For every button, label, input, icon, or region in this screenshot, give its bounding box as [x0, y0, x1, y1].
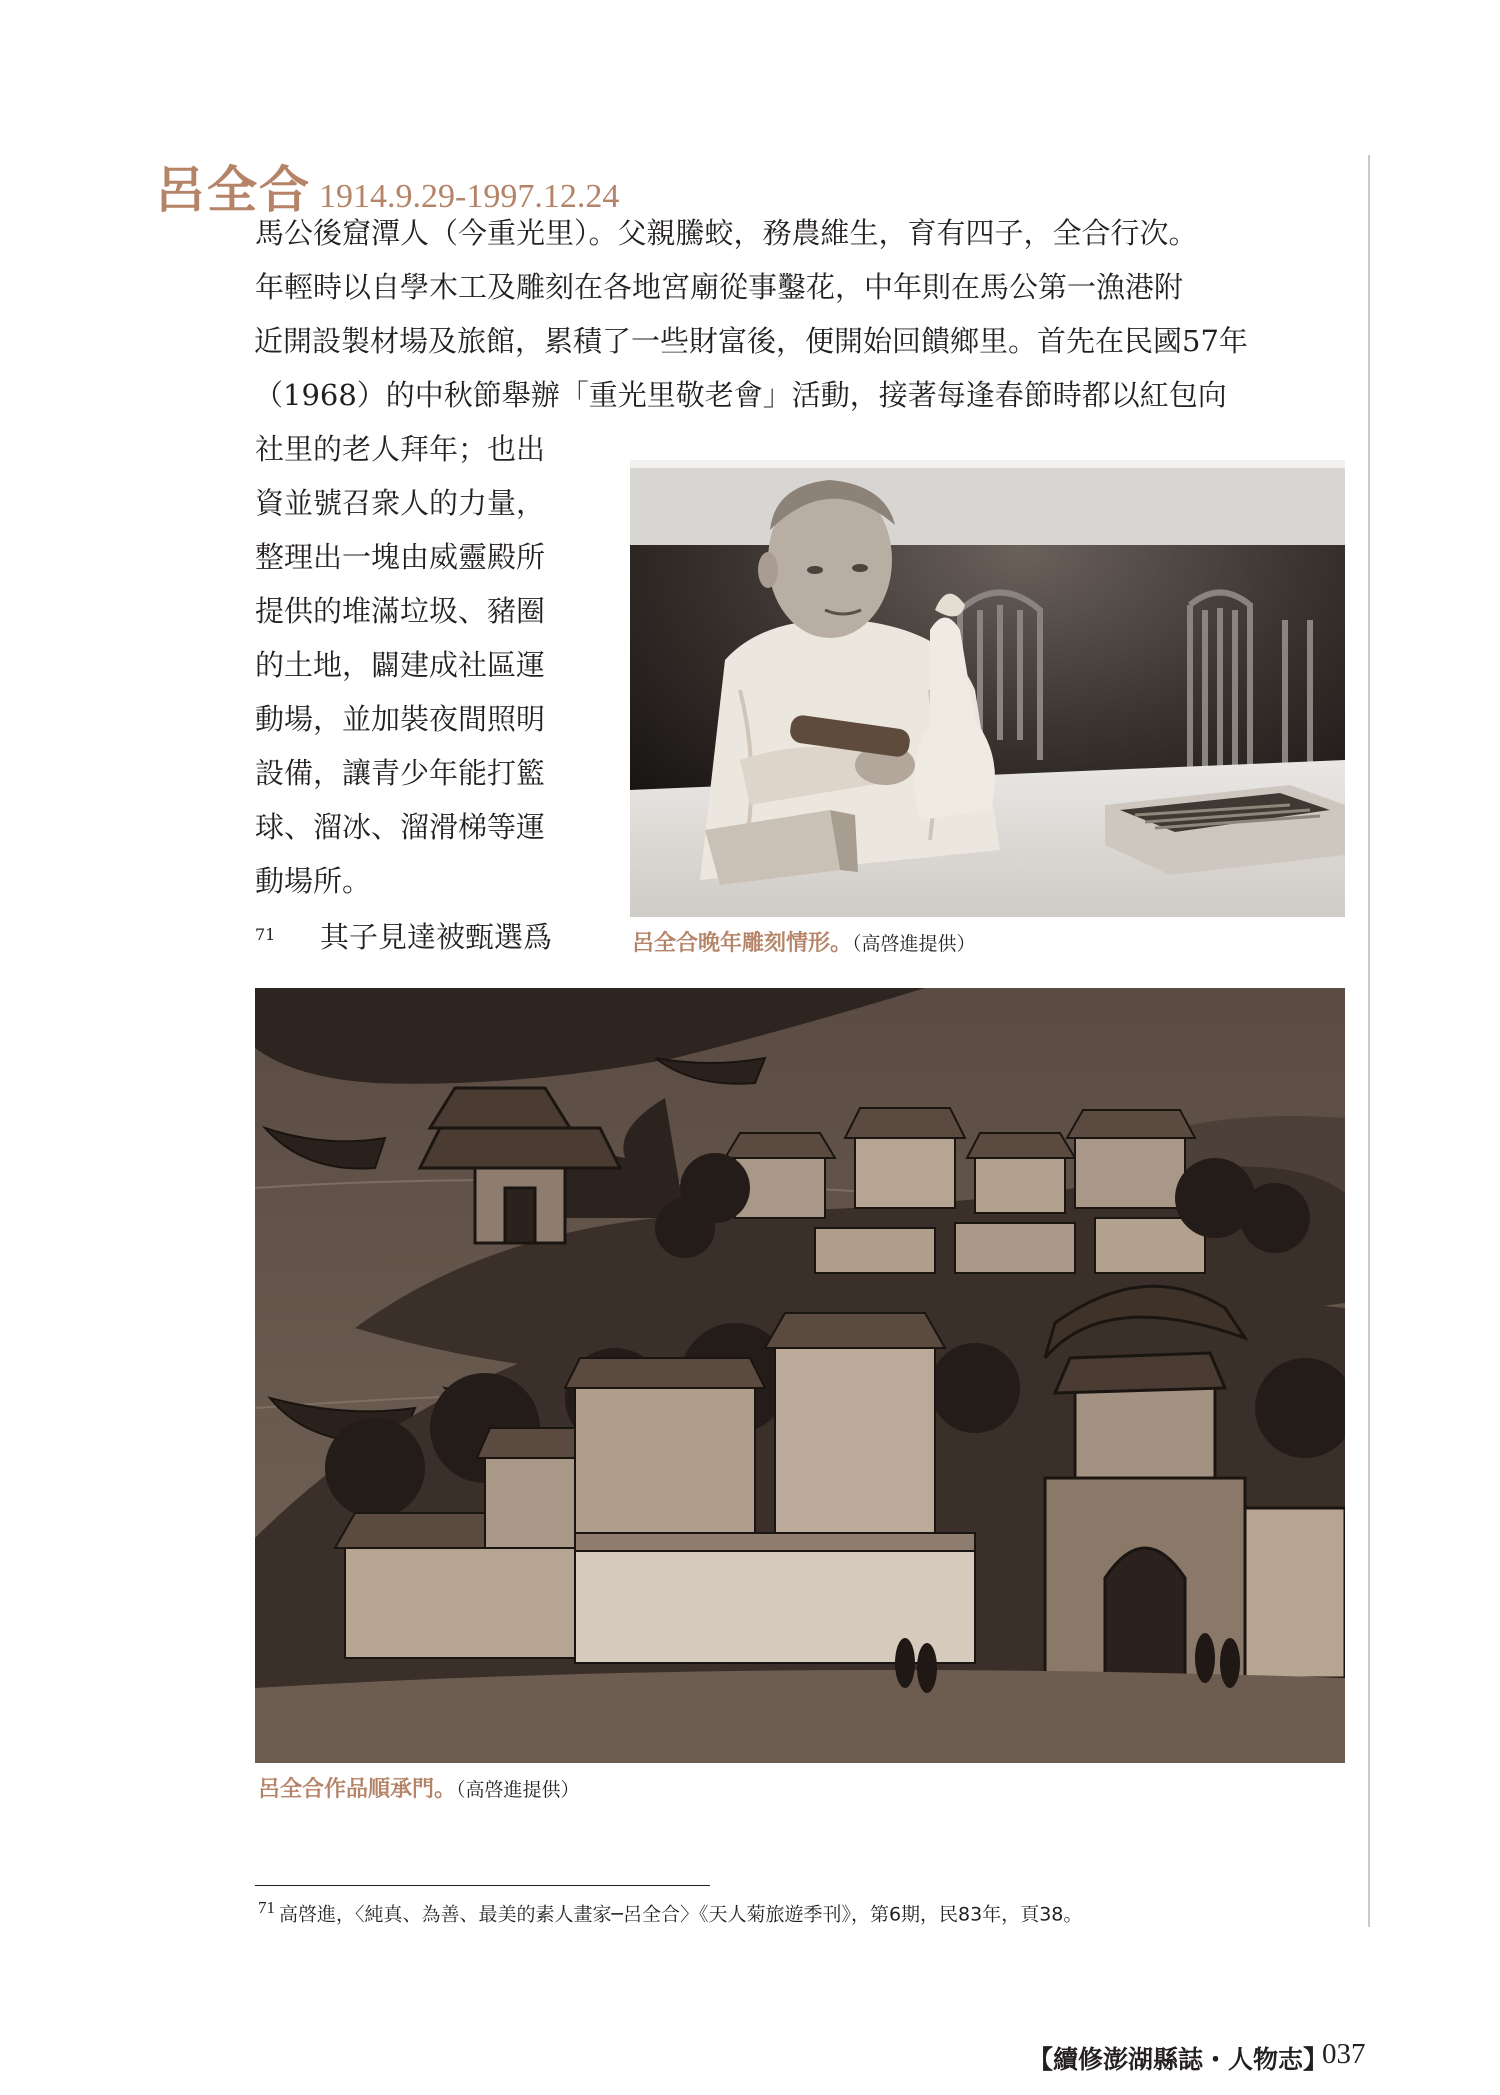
text-line: 動場，並加裝夜間照明	[255, 702, 546, 736]
margin-rule	[1368, 155, 1370, 1927]
painting-photo	[255, 988, 1345, 1763]
footnote-number: 71	[258, 1898, 275, 1917]
text-line: 設備，讓青少年能打籃	[255, 756, 546, 790]
photo-caption	[632, 926, 976, 957]
footnote-text: 高啓進，〈純真、為善、最美的素人畫家─呂全合〉《天人菊旅遊季刊》，第6期，民83年，頁38。	[279, 1903, 1083, 1926]
text-line: 的土地，闢建成社區運	[255, 648, 546, 682]
paragraph-son: 其子見達被甄選爲	[320, 920, 553, 954]
text-line: 提供的堆滿垃圾、豬圈	[255, 594, 546, 628]
text-line: （1968）的中秋節舉辦「重光里敬老會」活動，接著每逢春節時都以紅包向	[254, 378, 1227, 412]
paragraph-career	[255, 260, 1345, 422]
page-number: 037	[1322, 2038, 1366, 2070]
caption-title: 呂全合晚年雕刻情形。	[632, 931, 853, 956]
caption-title: 呂全合作品順承門。	[258, 1777, 457, 1802]
text-line: 球、溜冰、溜滑梯等運	[255, 810, 546, 844]
footnote-ref: 71	[255, 925, 276, 944]
footnote-divider	[255, 1885, 710, 1886]
entry-name: 呂全合	[155, 160, 311, 219]
painting-caption	[258, 1772, 580, 1803]
wrapped-text-column	[255, 422, 595, 962]
paragraph-origin: 馬公後窟潭人（今重光里）。父親騰蛟，務農維生，育有四子，全合行次。	[255, 216, 1198, 250]
text-line: 近開設製材場及旅館，累積了一些財富後，便開始回饋鄉里。首先在民國57年	[254, 324, 1248, 358]
caption-credit: （高啓進提供）	[852, 933, 976, 955]
text-line: 社里的老人拜年；也出	[255, 432, 546, 466]
text-line: 年輕時以自學木工及雕刻在各地宮廟從事鑿花，中年則在馬公第一漁港附	[255, 270, 1184, 304]
entry-dates: 1914.9.29-1997.12.24	[319, 178, 620, 215]
caption-credit: （高啓進提供）	[456, 1779, 580, 1801]
text-line: 資並號召衆人的力量，	[255, 486, 546, 520]
footnote	[258, 1898, 1082, 1926]
text-line-end: 動場所。	[255, 864, 372, 898]
text-line: 整理出一塊由威靈殿所	[255, 540, 546, 574]
running-title: 【續修澎湖縣誌・人物志】	[1028, 2045, 1329, 2074]
carving-photo	[630, 460, 1345, 917]
